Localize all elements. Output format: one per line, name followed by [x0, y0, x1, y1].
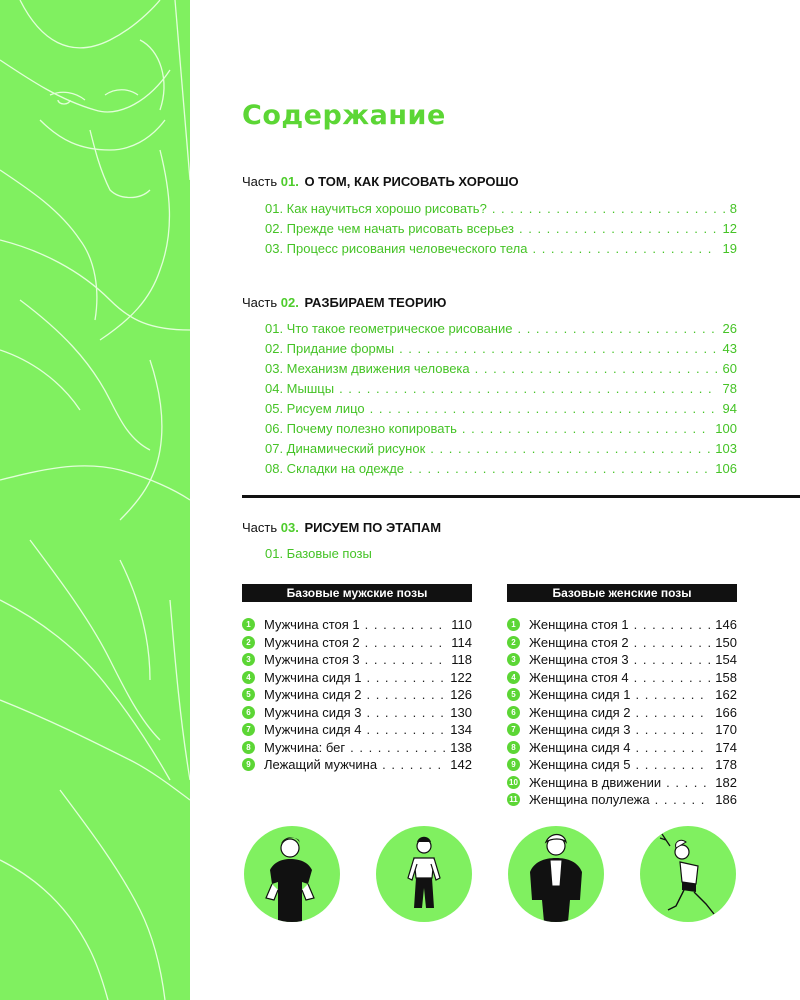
- number-badge: 3: [242, 653, 255, 666]
- pose-label: Женщина стоя 1: [529, 617, 629, 633]
- pose-row[interactable]: [507, 739, 737, 757]
- figure-woman-jumping-icon: [640, 826, 736, 922]
- sidebar-illustration: [0, 0, 190, 1000]
- pose-page: 114: [451, 634, 472, 650]
- leader-dots: [399, 341, 717, 356]
- pose-label: Мужчина стоя 2: [264, 634, 360, 650]
- toc-label: 08. Складки на одежде: [265, 461, 405, 476]
- pose-label: Женщина в движении: [529, 774, 662, 790]
- leader-dots: [635, 687, 710, 702]
- pose-page: 118: [451, 652, 472, 668]
- leader-dots: [409, 461, 710, 476]
- leader-dots: [634, 635, 711, 650]
- pose-label: Мужчина стоя 3: [264, 652, 360, 668]
- toc-page: 94: [722, 401, 737, 416]
- toc-page: 106: [715, 461, 737, 476]
- part-number: 02.: [280, 295, 299, 310]
- toc-page: 100: [715, 421, 737, 436]
- pose-row[interactable]: [242, 721, 472, 739]
- pose-page: 110: [451, 617, 472, 633]
- toc-row[interactable]: [265, 461, 737, 481]
- pose-page: 138: [450, 739, 472, 755]
- pose-label: Мужчина: бег: [264, 739, 346, 755]
- leader-dots: [634, 670, 711, 685]
- toc-row[interactable]: [265, 381, 737, 401]
- pose-row[interactable]: [242, 634, 472, 652]
- part-word: Часть: [242, 520, 278, 535]
- leader-dots: [655, 792, 711, 807]
- pose-row[interactable]: [507, 669, 737, 687]
- leader-dots: [366, 705, 445, 720]
- pose-page: 154: [715, 652, 737, 668]
- pose-label: Мужчина сидя 1: [264, 669, 362, 685]
- pose-label: Мужчина сидя 4: [264, 722, 362, 738]
- pose-row[interactable]: [507, 721, 737, 739]
- toc-row[interactable]: [265, 401, 737, 421]
- number-badge: 8: [242, 741, 255, 754]
- number-badge: 5: [507, 688, 520, 701]
- leader-dots: [634, 617, 711, 632]
- leader-dots: [475, 361, 718, 376]
- pose-row[interactable]: [507, 634, 737, 652]
- number-badge: 1: [242, 618, 255, 631]
- pose-row[interactable]: [507, 704, 737, 722]
- figure-woman-icon: [376, 826, 472, 922]
- pose-row[interactable]: [507, 616, 737, 634]
- toc-label: 02. Прежде чем начать рисовать всерьез: [265, 221, 515, 236]
- leader-dots: [532, 241, 717, 256]
- pose-page: 130: [450, 704, 472, 720]
- pose-page: 178: [715, 757, 737, 773]
- toc-label: 03. Процесс рисования человеческого тела: [265, 241, 528, 256]
- pose-page: 162: [715, 687, 737, 703]
- number-badge: 11: [507, 793, 520, 806]
- number-badge: 4: [507, 671, 520, 684]
- toc-label: 06. Почему полезно копировать: [265, 421, 457, 436]
- part-heading-02: [242, 295, 446, 310]
- number-badge: 6: [242, 706, 255, 719]
- toc-page: 12: [722, 221, 737, 236]
- leader-dots: [430, 441, 710, 456]
- pose-page: 174: [715, 739, 737, 755]
- toc-part-02: [265, 321, 737, 481]
- leader-dots: [462, 421, 710, 436]
- leader-dots: [635, 705, 710, 720]
- pose-row[interactable]: [507, 791, 737, 809]
- toc-label: 02. Придание формы: [265, 341, 395, 356]
- pose-label: Женщина стоя 4: [529, 669, 629, 685]
- leader-dots: [634, 652, 711, 667]
- pose-label: Женщина сидя 3: [529, 722, 631, 738]
- part-word: Часть: [242, 174, 278, 189]
- pose-row[interactable]: [242, 616, 472, 634]
- number-badge: 4: [242, 671, 255, 684]
- part-heading-01: [242, 174, 519, 189]
- pose-row[interactable]: [242, 704, 472, 722]
- pose-page: 182: [715, 774, 737, 790]
- leader-dots: [339, 381, 717, 396]
- female-poses-list: [507, 616, 737, 809]
- leader-dots: [365, 617, 447, 632]
- pose-label: Лежащий мужчина: [264, 757, 378, 773]
- leader-dots: [350, 740, 445, 755]
- pose-label: Женщина стоя 2: [529, 634, 629, 650]
- number-badge: 9: [242, 758, 255, 771]
- toc-row[interactable]: [265, 441, 737, 461]
- pose-page: 158: [715, 669, 737, 685]
- toc-label: 05. Рисуем лицо: [265, 401, 365, 416]
- toc-page: 78: [722, 381, 737, 396]
- toc-subheading[interactable]: 01. Базовые позы: [265, 546, 372, 561]
- toc-label: 04. Мышцы: [265, 381, 335, 396]
- pose-illustration-woman-standing: [376, 826, 472, 922]
- pose-illustration-woman-jumping: [640, 826, 736, 922]
- number-badge: 10: [507, 776, 520, 789]
- toc-row[interactable]: [265, 421, 737, 441]
- part-number: 03.: [280, 520, 299, 535]
- pose-label: Женщина стоя 3: [529, 652, 629, 668]
- part-heading-03: [242, 520, 441, 535]
- toc-label: 01. Как научиться хорошо рисовать?: [265, 201, 487, 216]
- pose-page: 150: [715, 634, 737, 650]
- pose-page: 166: [715, 704, 737, 720]
- leader-dots: [370, 401, 718, 416]
- section-divider: [242, 495, 800, 498]
- toc-row[interactable]: [265, 321, 737, 341]
- pose-page: 186: [715, 792, 737, 808]
- pose-page: 146: [715, 617, 737, 633]
- number-badge: 7: [242, 723, 255, 736]
- figure-man-jacket-icon: [508, 826, 604, 922]
- pose-row[interactable]: [507, 756, 737, 774]
- leader-dots: [492, 201, 725, 216]
- toc-page: 26: [722, 321, 737, 336]
- pose-illustration-man-standing: [244, 826, 340, 922]
- pose-page: 122: [450, 669, 472, 685]
- pose-row[interactable]: [242, 739, 472, 757]
- number-badge: 6: [507, 706, 520, 719]
- leader-dots: [635, 722, 710, 737]
- number-badge: 8: [507, 741, 520, 754]
- leader-dots: [635, 757, 710, 772]
- figure-man-icon: [244, 826, 340, 922]
- pose-row[interactable]: [507, 774, 737, 792]
- pose-label: Женщина полулежа: [529, 792, 650, 808]
- toc-row[interactable]: [265, 241, 737, 261]
- pose-label: Мужчина стоя 1: [264, 617, 360, 633]
- pose-label: Мужчина сидя 3: [264, 704, 362, 720]
- pose-label: Женщина сидя 5: [529, 757, 631, 773]
- pose-page: 126: [450, 687, 472, 703]
- pose-illustration-man-jacket: [508, 826, 604, 922]
- pose-label: Мужчина сидя 2: [264, 687, 362, 703]
- number-badge: 3: [507, 653, 520, 666]
- toc-row[interactable]: [265, 341, 737, 361]
- leader-dots: [366, 687, 445, 702]
- leader-dots: [635, 740, 710, 755]
- leader-dots: [366, 670, 445, 685]
- pose-page: 134: [450, 722, 472, 738]
- pose-row[interactable]: [242, 651, 472, 669]
- pose-row[interactable]: [242, 669, 472, 687]
- number-badge: 9: [507, 758, 520, 771]
- toc-label: 01. Что такое геометрическое рисование: [265, 321, 513, 336]
- toc-page: 19: [722, 241, 737, 256]
- part-number: 01.: [280, 174, 299, 189]
- number-badge: 2: [242, 636, 255, 649]
- toc-label: 03. Механизм движения человека: [265, 361, 470, 376]
- toc-page: 60: [722, 361, 737, 376]
- toc-part-01: [265, 201, 737, 261]
- part-name: О ТОМ, КАК РИСОВАТЬ ХОРОШО: [304, 174, 519, 189]
- number-badge: 1: [507, 618, 520, 631]
- number-badge: 7: [507, 723, 520, 736]
- number-badge: 5: [242, 688, 255, 701]
- part-word: Часть: [242, 295, 278, 310]
- line-art-figure: [0, 0, 190, 1000]
- pose-label: Женщина сидя 2: [529, 704, 631, 720]
- toc-page: 103: [715, 441, 737, 456]
- part-name: РИСУЕМ ПО ЭТАПАМ: [304, 520, 442, 535]
- pose-row[interactable]: [507, 651, 737, 669]
- pose-label: Женщина сидя 1: [529, 687, 631, 703]
- pose-page: 142: [450, 757, 472, 773]
- leader-dots: [382, 757, 445, 772]
- pose-row[interactable]: [507, 686, 737, 704]
- part-name: РАЗБИРАЕМ ТЕОРИЮ: [304, 295, 447, 310]
- leader-dots: [365, 635, 447, 650]
- pose-label: Женщина сидя 4: [529, 739, 631, 755]
- leader-dots: [517, 321, 717, 336]
- female-poses-heading: Базовые женские позы: [507, 584, 737, 602]
- toc-row[interactable]: [265, 221, 737, 241]
- toc-label: 07. Динамический рисунок: [265, 441, 426, 456]
- leader-dots: [666, 775, 710, 790]
- toc-page: 43: [722, 341, 737, 356]
- toc-row[interactable]: [265, 201, 737, 221]
- number-badge: 2: [507, 636, 520, 649]
- toc-row[interactable]: [265, 361, 737, 381]
- pose-row[interactable]: [242, 686, 472, 704]
- male-poses-heading: Базовые мужские позы: [242, 584, 472, 602]
- leader-dots: [365, 652, 447, 667]
- leader-dots: [519, 221, 718, 236]
- pose-row[interactable]: [242, 756, 472, 774]
- male-poses-list: [242, 616, 472, 774]
- toc-page: 8: [729, 201, 737, 216]
- page-title: Содержание: [242, 100, 446, 131]
- leader-dots: [366, 722, 445, 737]
- pose-page: 170: [715, 722, 737, 738]
